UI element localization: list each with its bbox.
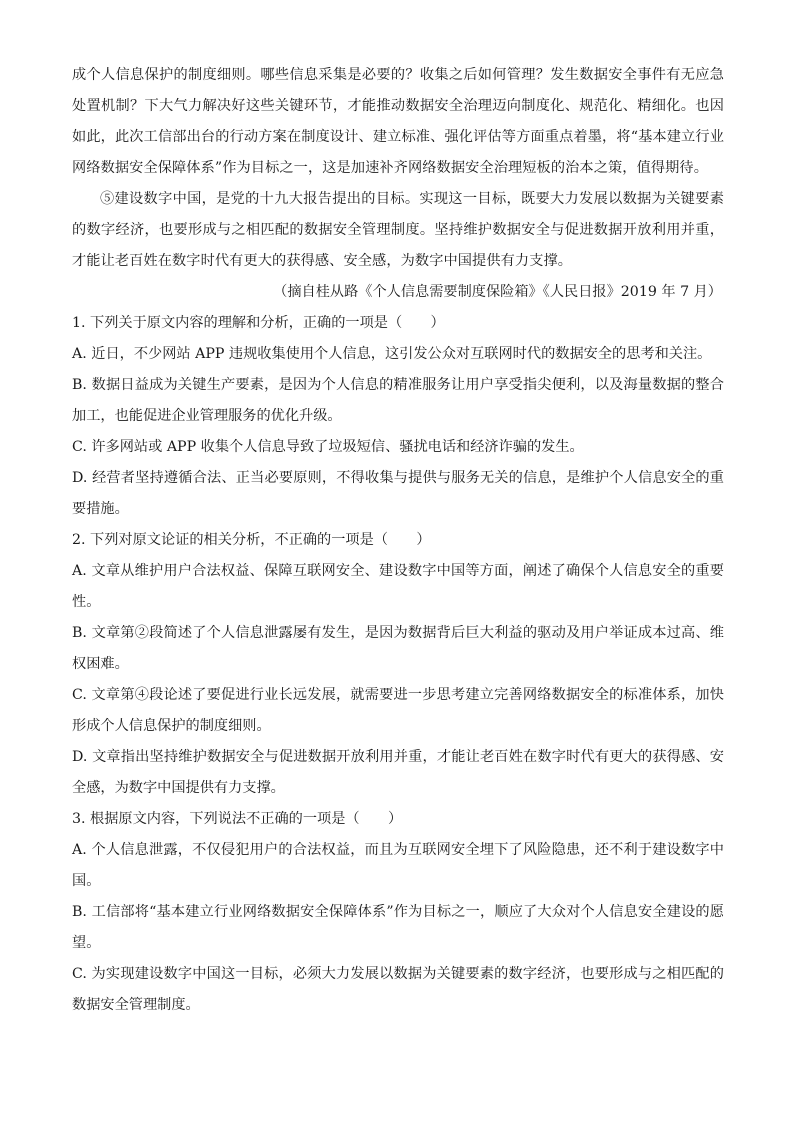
question-option-c: C. 文章第④段论述了要促进行业长远发展，就需要进一步思考建立完善网络数据安全的标准体系，加快形成个人信息保护的制度细则。 xyxy=(72,687,724,734)
question-option-c: C. 许多网站或 APP 收集个人信息导致了垃圾短信、骚扰电话和经济诈骗的发生。 xyxy=(72,439,584,455)
question-3 xyxy=(72,804,724,1021)
question-option-b: B. 数据日益成为关键生产要素，是因为个人信息的精准服务让用户享受指尖便利，以及海量数据的整合加工，也能促进企业管理服务的优化升级。 xyxy=(72,377,724,424)
question-option-a: A. 文章从维护用户合法权益、保障互联网安全、建设数字中国等方面，阐述了确保个人信息安全的重要性。 xyxy=(72,563,724,610)
document-page xyxy=(72,60,724,1021)
question-option-b: B. 工信部将“基本建立行业网络数据安全保障体系”作为目标之一，顺应了大众对个人信息安全建设的愿望。 xyxy=(72,904,724,951)
question-2 xyxy=(72,525,724,804)
question-option-d: D. 文章指出坚持维护数据安全与促进数据开放利用并重，才能让老百姓在数字时代有更大的获得感、安全感，为数字中国提供有力支撑。 xyxy=(72,749,724,796)
question-option-d: D. 经营者坚持遵循合法、正当必要原则，不得收集与提供与服务无关的信息，是维护个人信息安全的重要措施。 xyxy=(72,470,724,517)
question-1 xyxy=(72,308,724,525)
question-option-b: B. 文章第②段简述了个人信息泄露屡有发生，是因为数据背后巨大利益的驱动及用户举证成本过高、维权困难。 xyxy=(72,625,724,672)
question-stem: 3. 根据原文内容，下列说法不正确的一项是（ ） xyxy=(72,811,403,827)
question-stem: 2. 下列对原文论证的相关分析，不正确的一项是（ ） xyxy=(72,532,431,548)
article-source-citation: （摘自桂从路《个人信息需要制度保险箱》《人民日报》2019 年 7 月） xyxy=(273,284,722,300)
article-paragraph-5: ⑤建设数字中国，是党的十九大报告提出的目标。实现这一目标，既要大力发展以数据为关键要素的数字经济，也要形成与之相匹配的数据安全管理制度。坚持维护数据安全与促进数据开放利用并重，才能让老百姓在数字时代有更大的获得感、安全感，为数字中国提供有力支撑。 xyxy=(72,191,724,269)
question-stem: 1. 下列关于原文内容的理解和分析，正确的一项是（ ） xyxy=(72,315,445,331)
question-option-a: A. 个人信息泄露，不仅侵犯用户的合法权益，而且为互联网安全埋下了风险隐患，还不利于建设数字中国。 xyxy=(72,842,724,889)
question-option-a: A. 近日，不少网站 APP 违规收集使用个人信息，这引发公众对互联网时代的数据安全的思考和关注。 xyxy=(72,346,712,362)
article-paragraph-continued: 成个人信息保护的制度细则。哪些信息采集是必要的？收集之后如何管理？发生数据安全事件有无应急处置机制？下大气力解决好这些关键环节，才能推动数据安全治理迈向制度化、规范化、精细化。也因如此，此次工信部出台的行动方案在制度设计、建立标准、强化评估等方面重点着墨，将“基本建立行业网络数据安全保障体系”作为目标之一，这是加速补齐网络数据安全治理短板的治本之策，值得期待。 xyxy=(72,67,724,176)
question-option-c: C. 为实现建设数字中国这一目标，必须大力发展以数据为关键要素的数字经济，也要形成与之相匹配的数据安全管理制度。 xyxy=(72,966,724,1013)
